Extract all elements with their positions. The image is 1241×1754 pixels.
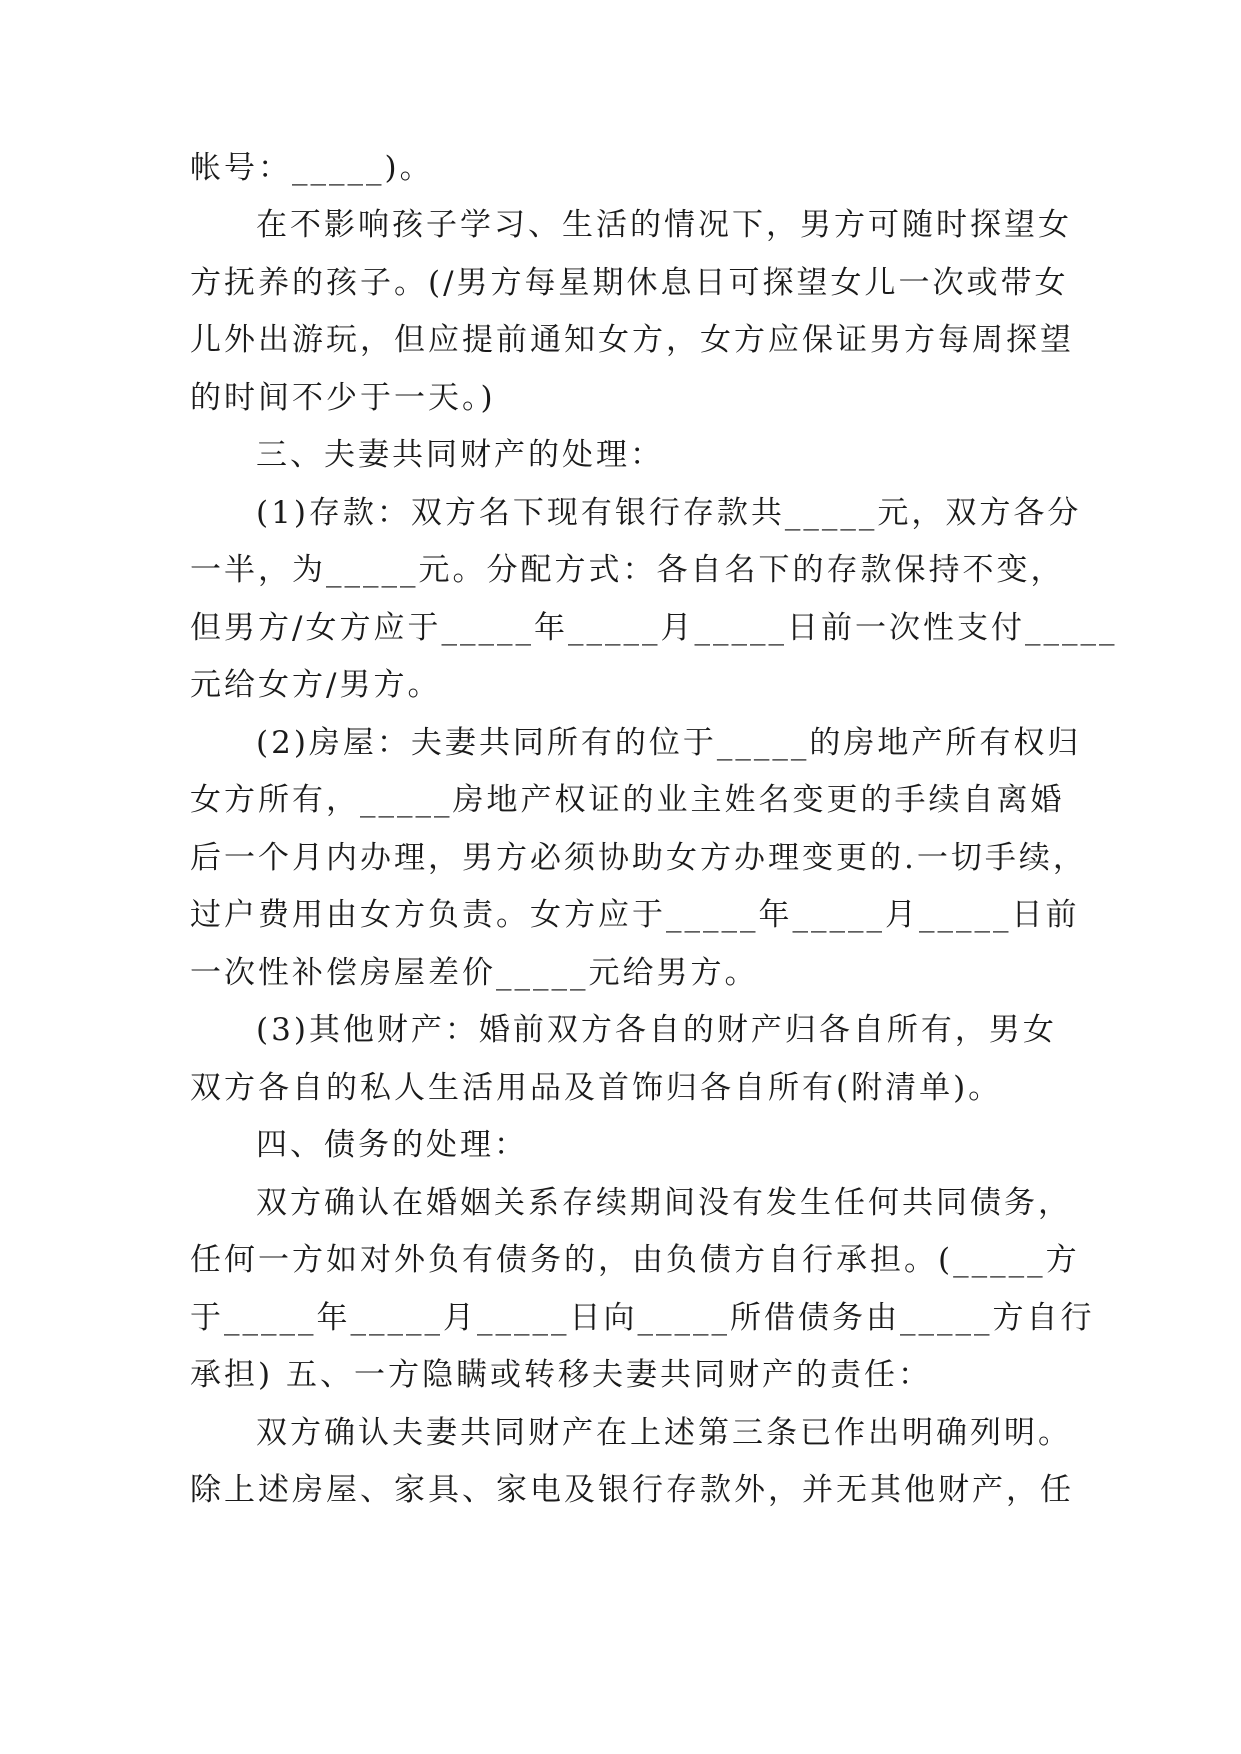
text-line: 任何一方如对外负有债务的，由负债方自行承担。(_____方 <box>190 1242 1080 1278</box>
text-line: 过户费用由女方负责。女方应于_____年_____月_____日前 <box>190 897 1080 933</box>
text-line: 儿外出游玩，但应提前通知女方，女方应保证男方每周探望 <box>190 322 1074 358</box>
text-line: 除上述房屋、家具、家电及银行存款外，并无其他财产，任 <box>190 1472 1074 1508</box>
text-line: 后一个月内办理，男方必须协助女方办理变更的.一切手续， <box>190 840 1087 876</box>
text-line: 在不影响孩子学习、生活的情况下，男方可随时探望女 <box>256 207 1072 243</box>
text-line: 的时间不少于一天。) <box>190 380 496 416</box>
text-line: 双方各自的私人生活用品及首饰归各自所有(附清单)。 <box>190 1070 1003 1106</box>
section-heading: 四、债务的处理： <box>256 1127 528 1163</box>
text-line: 双方确认在婚姻关系存续期间没有发生任何共同债务， <box>256 1185 1072 1221</box>
text-line: 但男方/女方应于_____年_____月_____日前一次性支付_____ <box>190 610 1118 646</box>
text-line: 元给女方/男方。 <box>190 667 442 703</box>
text-line: 承担) 五、一方隐瞒或转移夫妻共同财产的责任： <box>190 1357 932 1393</box>
text-line: 帐号：_____)。 <box>190 150 434 186</box>
text-line: (2)房屋：夫妻共同所有的位于_____的房地产所有权归 <box>256 725 1082 761</box>
text-line: 一次性补偿房屋差价_____元给男方。 <box>190 955 759 991</box>
section-heading: 三、夫妻共同财产的处理： <box>256 437 664 473</box>
text-line: (3)其他财产：婚前双方各自的财产归各自所有，男女 <box>256 1012 1057 1048</box>
text-line: 方抚养的孩子。(/男方每星期休息日可探望女儿一次或带女 <box>190 265 1069 301</box>
text-line: 于_____年_____月_____日向_____所借债务由_____方自行 <box>190 1300 1095 1336</box>
text-line: 双方确认夫妻共同财产在上述第三条已作出明确列明。 <box>256 1415 1072 1451</box>
text-line: (1)存款：双方名下现有银行存款共_____元，双方各分 <box>256 495 1082 531</box>
text-line: 一半，为_____元。分配方式：各自名下的存款保持不变， <box>190 552 1065 588</box>
text-line: 女方所有，_____房地产权证的业主姓名变更的手续自离婚 <box>190 782 1065 818</box>
